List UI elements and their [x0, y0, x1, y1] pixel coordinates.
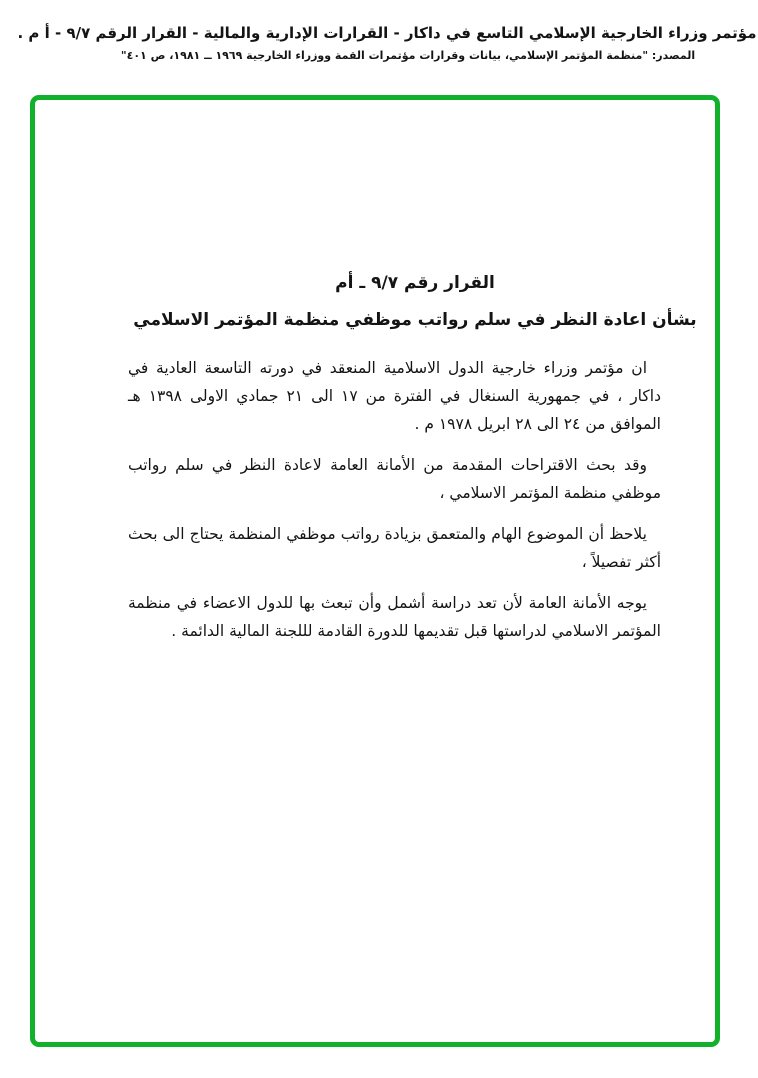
source-citation-line: المصدر: "منظمة المؤتمر الإسلامي، بيانات وقرارات مؤتمرات القمة ووزراء الخارجية ١٩٦٩ ــ ١٩٨١، ص ٤٠١" — [120, 49, 696, 62]
document-frame — [30, 95, 720, 1047]
resolution-subject-heading: بشأن اعادة النظر في سلم رواتب موظفي منظمة المؤتمر الاسلامي — [133, 310, 697, 330]
body-paragraph: وقد بحث الاقتراحات المقدمة من الأمانة العامة لاعادة النظر في سلم رواتب موظفي منظمة المؤتمر الاسلامي ، — [128, 456, 661, 502]
resolution-number-heading: القرار رقم ٩/٧ ـ أم — [335, 273, 495, 293]
document-header — [0, 24, 758, 62]
body-paragraph: ان مؤتمر وزراء خارجية الدول الاسلامية المنعقد في دورته التاسعة العادية في داكار ، في جمهورية السنغال في الفترة من ١٧ الى ٢١ جمادي الاولى ١٣٩٨ هـ الموافق من ٢٤ الى ٢٨ ابريل ١٩٧٨ م . — [128, 359, 661, 433]
resolution-body — [128, 354, 661, 645]
resolution-titles — [35, 272, 715, 332]
body-paragraph: يوجه الأمانة العامة لأن تعد دراسة أشمل وأن تبعث بها للدول الاعضاء في منظمة المؤتمر الاسلامي لدراستها قبل تقديمها للدورة القادمة لللجنة المالية الدائمة . — [128, 594, 661, 640]
conference-header-line: مؤتمر وزراء الخارجية الإسلامي التاسع في داكار - القرارات الإدارية والمالية - القرار الرقم ٩/٧ - أ م . — [17, 24, 757, 42]
body-paragraph: يلاحظ أن الموضوع الهام والمتعمق بزيادة رواتب موظفي المنظمة يحتاج الى بحث أكثر تفصيلاً ، — [128, 525, 661, 571]
